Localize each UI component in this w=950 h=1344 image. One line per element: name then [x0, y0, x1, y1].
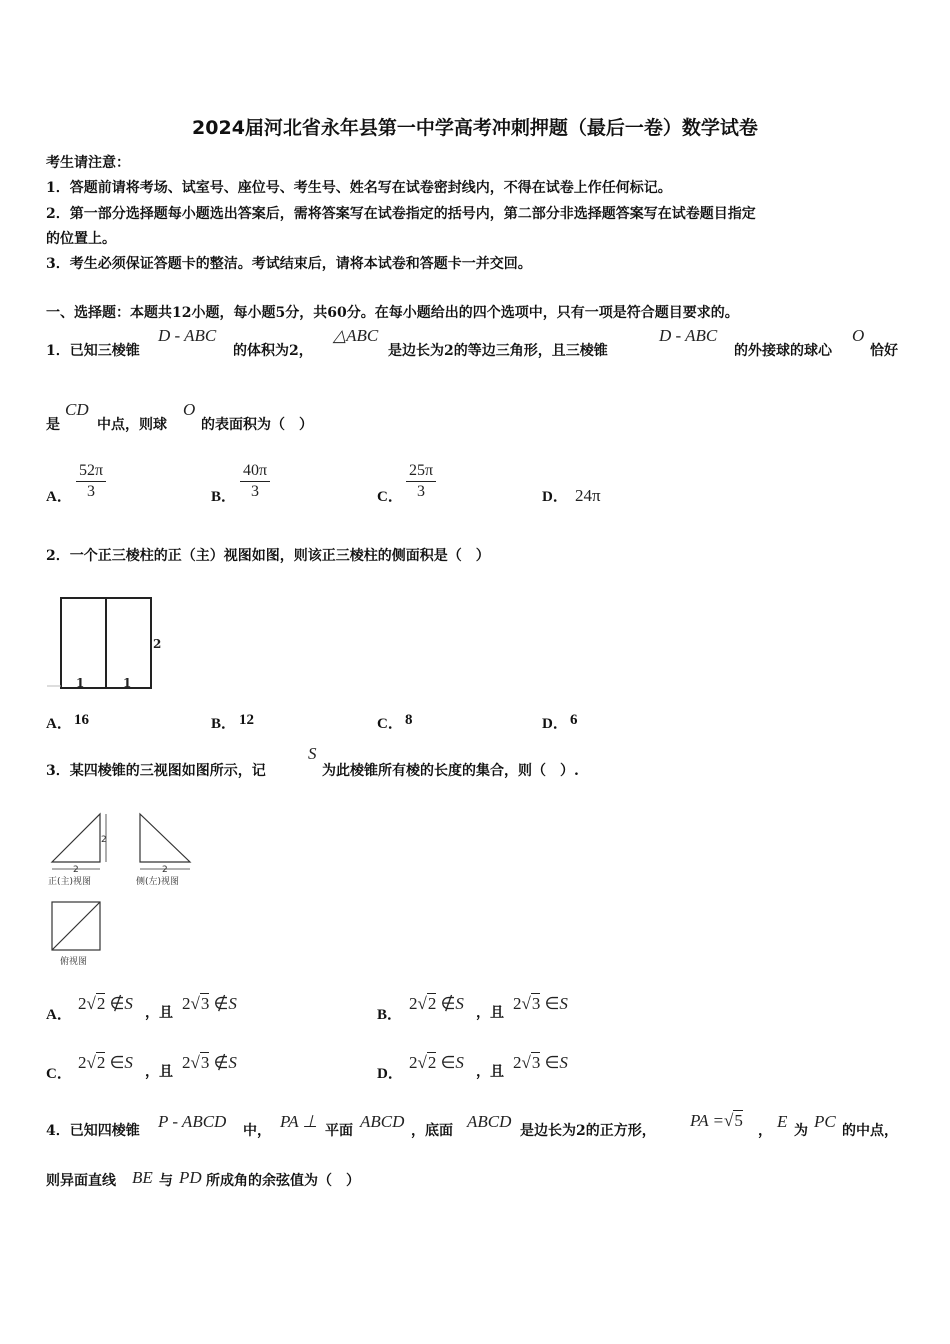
q3-front-dim-h: 2 [101, 835, 107, 845]
q4-math-9: PD [179, 1168, 202, 1187]
q1-text-4: 的外接球的球心 [734, 343, 832, 359]
q1-math-3: D - ABC [659, 326, 718, 345]
q3-option-c-and: ，且 [145, 1064, 173, 1080]
q1-text-7: 中点，则球 [97, 417, 167, 433]
q2-option-b-value: 12 [239, 712, 254, 728]
q3-option-b-expr-2: 2√3 ∈S [513, 994, 568, 1013]
q1-math-4: O [852, 326, 865, 345]
q4-math-3: ABCD [360, 1112, 405, 1131]
q4-math-8: BE [132, 1168, 153, 1187]
page-title: 2024届河北省永年县第一中学高考冲刺押题（最后一卷）数学试卷 [192, 117, 758, 139]
q2-figure-label-left: 1 [76, 676, 85, 690]
q2-figure-label-right: 1 [123, 676, 132, 690]
q2-option-a-value: 16 [74, 712, 89, 728]
q3-side-dim-w: 2 [162, 865, 168, 875]
q3-top-view-diagonal [52, 902, 100, 950]
q1-text-1: 1．已知三棱锥 [46, 343, 140, 359]
q4-math-6: E [777, 1112, 788, 1131]
q1-math-1: D - ABC [158, 326, 217, 345]
q3-option-b-label: B． [377, 1007, 403, 1023]
q3-option-b-and: ，且 [476, 1005, 504, 1021]
q4-text-11: 所成角的余弦值为（ ） [206, 1173, 360, 1189]
q4-math-1: P - ABCD [158, 1112, 227, 1131]
q4-math-5: PA =√5 [690, 1111, 743, 1130]
q3-option-d-label: D． [377, 1066, 403, 1082]
notice-item-2: 2．第一部分选择题每小题选出答案后，需将答案写在试卷指定的括号内，第二部分非选择题答案写在试卷题目指定 [46, 206, 756, 222]
q3-math-1: S [308, 744, 317, 763]
q4-text-10: 与 [159, 1173, 173, 1189]
q1-math-6: O [183, 400, 196, 419]
q4-text-3: 平面 [325, 1123, 353, 1139]
q4-text-5: 是边长为2的正方形， [520, 1123, 656, 1139]
q3-option-d-expr-2: 2√3 ∈S [513, 1053, 568, 1072]
q2-option-b-label: B． [211, 716, 237, 732]
q3-front-dim-w: 2 [73, 865, 79, 875]
q2-option-d-label: D． [542, 716, 568, 732]
notice-item-3: 3．考生必须保证答题卡的整洁。考试结束后，请将本试卷和答题卡一并交回。 [46, 256, 532, 272]
q1-option-c-fraction: $\frac{25\pi}{3}$ [406, 461, 436, 502]
q1-text-2: 的体积为2， [233, 343, 313, 359]
q3-option-c-label: C． [46, 1066, 72, 1082]
q3-option-c-expr-1: 2√2 ∈S [78, 1053, 133, 1072]
q1-text-8: 的表面积为（ ） [201, 417, 313, 433]
q1-option-a-fraction: $\frac{52\pi}{3}$ [76, 461, 106, 502]
q3-option-c-expr-2: 2√3 ∉S [182, 1053, 237, 1072]
q3-side-view-label: 侧(左)视图 [136, 877, 180, 887]
q1-text-5: 恰好 [870, 343, 898, 359]
q4-text-7: 为 [794, 1123, 808, 1139]
q1-math-2: △ABC [333, 326, 379, 345]
q2-option-c-value: 8 [405, 712, 413, 728]
q2-front-view-figure [44, 590, 174, 695]
q3-side-view-shape [140, 814, 190, 862]
q4-text-1: 4．已知四棱锥 [46, 1123, 140, 1139]
q2-figure-label-height: 2 [153, 637, 162, 651]
q3-option-a-expr-2: 2√3 ∉S [182, 994, 237, 1013]
q1-option-b-fraction: $\frac{40\pi}{3}$ [240, 461, 270, 502]
q4-text-6: ， [758, 1123, 772, 1139]
q3-option-a-and: ，且 [145, 1005, 173, 1021]
q3-text-1: 3．某四棱锥的三视图如图所示，记 [46, 763, 266, 779]
q1-option-d-label: D． [542, 489, 568, 505]
notice-heading: 考生请注意： [46, 155, 130, 171]
q3-option-a-expr-1: 2√2 ∉S [78, 994, 133, 1013]
q2-option-a-label: A． [46, 716, 72, 732]
section-heading: 一、选择题：本题共12小题，每小题5分，共60分。在每小题给出的四个选项中，只有一项是符合题目要求的。 [46, 305, 739, 321]
q4-text-8: 的中点， [842, 1123, 898, 1139]
q1-text-3: 是边长为2的等边三角形，且三棱锥 [388, 343, 608, 359]
q1-option-b-label: B． [211, 489, 237, 505]
q3-option-d-expr-1: 2√2 ∈S [409, 1053, 464, 1072]
q1-option-c-label: C． [377, 489, 403, 505]
q4-math-7: PC [814, 1112, 836, 1131]
q1-math-5: CD [65, 400, 89, 419]
q1-option-a-label: A． [46, 489, 72, 505]
q3-three-view-figure [44, 806, 204, 974]
q2-text: 2．一个正三棱柱的正（主）视图如图，则该正三棱柱的侧面积是（ ） [46, 548, 490, 564]
q3-text-2: 为此棱锥所有棱的长度的集合，则（ ）. [322, 763, 579, 779]
notice-item-2-cont: 的位置上。 [46, 231, 116, 247]
q2-option-d-value: 6 [570, 712, 578, 728]
q4-math-2: PA ⊥ [280, 1112, 318, 1131]
q1-option-d-value: 24π [575, 486, 601, 505]
q3-front-view-shape [52, 814, 100, 862]
notice-item-1: 1．答题前请将考场、试室号、座位号、考生号、姓名写在试卷密封线内，不得在试卷上作任何标记。 [46, 180, 672, 196]
q4-math-4: ABCD [467, 1112, 512, 1131]
q2-option-c-label: C． [377, 716, 403, 732]
q4-text-2: 中， [243, 1123, 271, 1139]
q1-text-6: 是 [46, 417, 60, 433]
q3-option-a-label: A． [46, 1007, 72, 1023]
q4-text-4: ，底面 [411, 1123, 453, 1139]
q3-option-b-expr-1: 2√2 ∉S [409, 994, 464, 1013]
q3-top-view-label: 俯视图 [60, 957, 88, 967]
q4-text-9: 则异面直线 [46, 1173, 116, 1189]
q3-front-view-label: 正(主)视图 [48, 877, 92, 887]
q3-option-d-and: ，且 [476, 1064, 504, 1080]
